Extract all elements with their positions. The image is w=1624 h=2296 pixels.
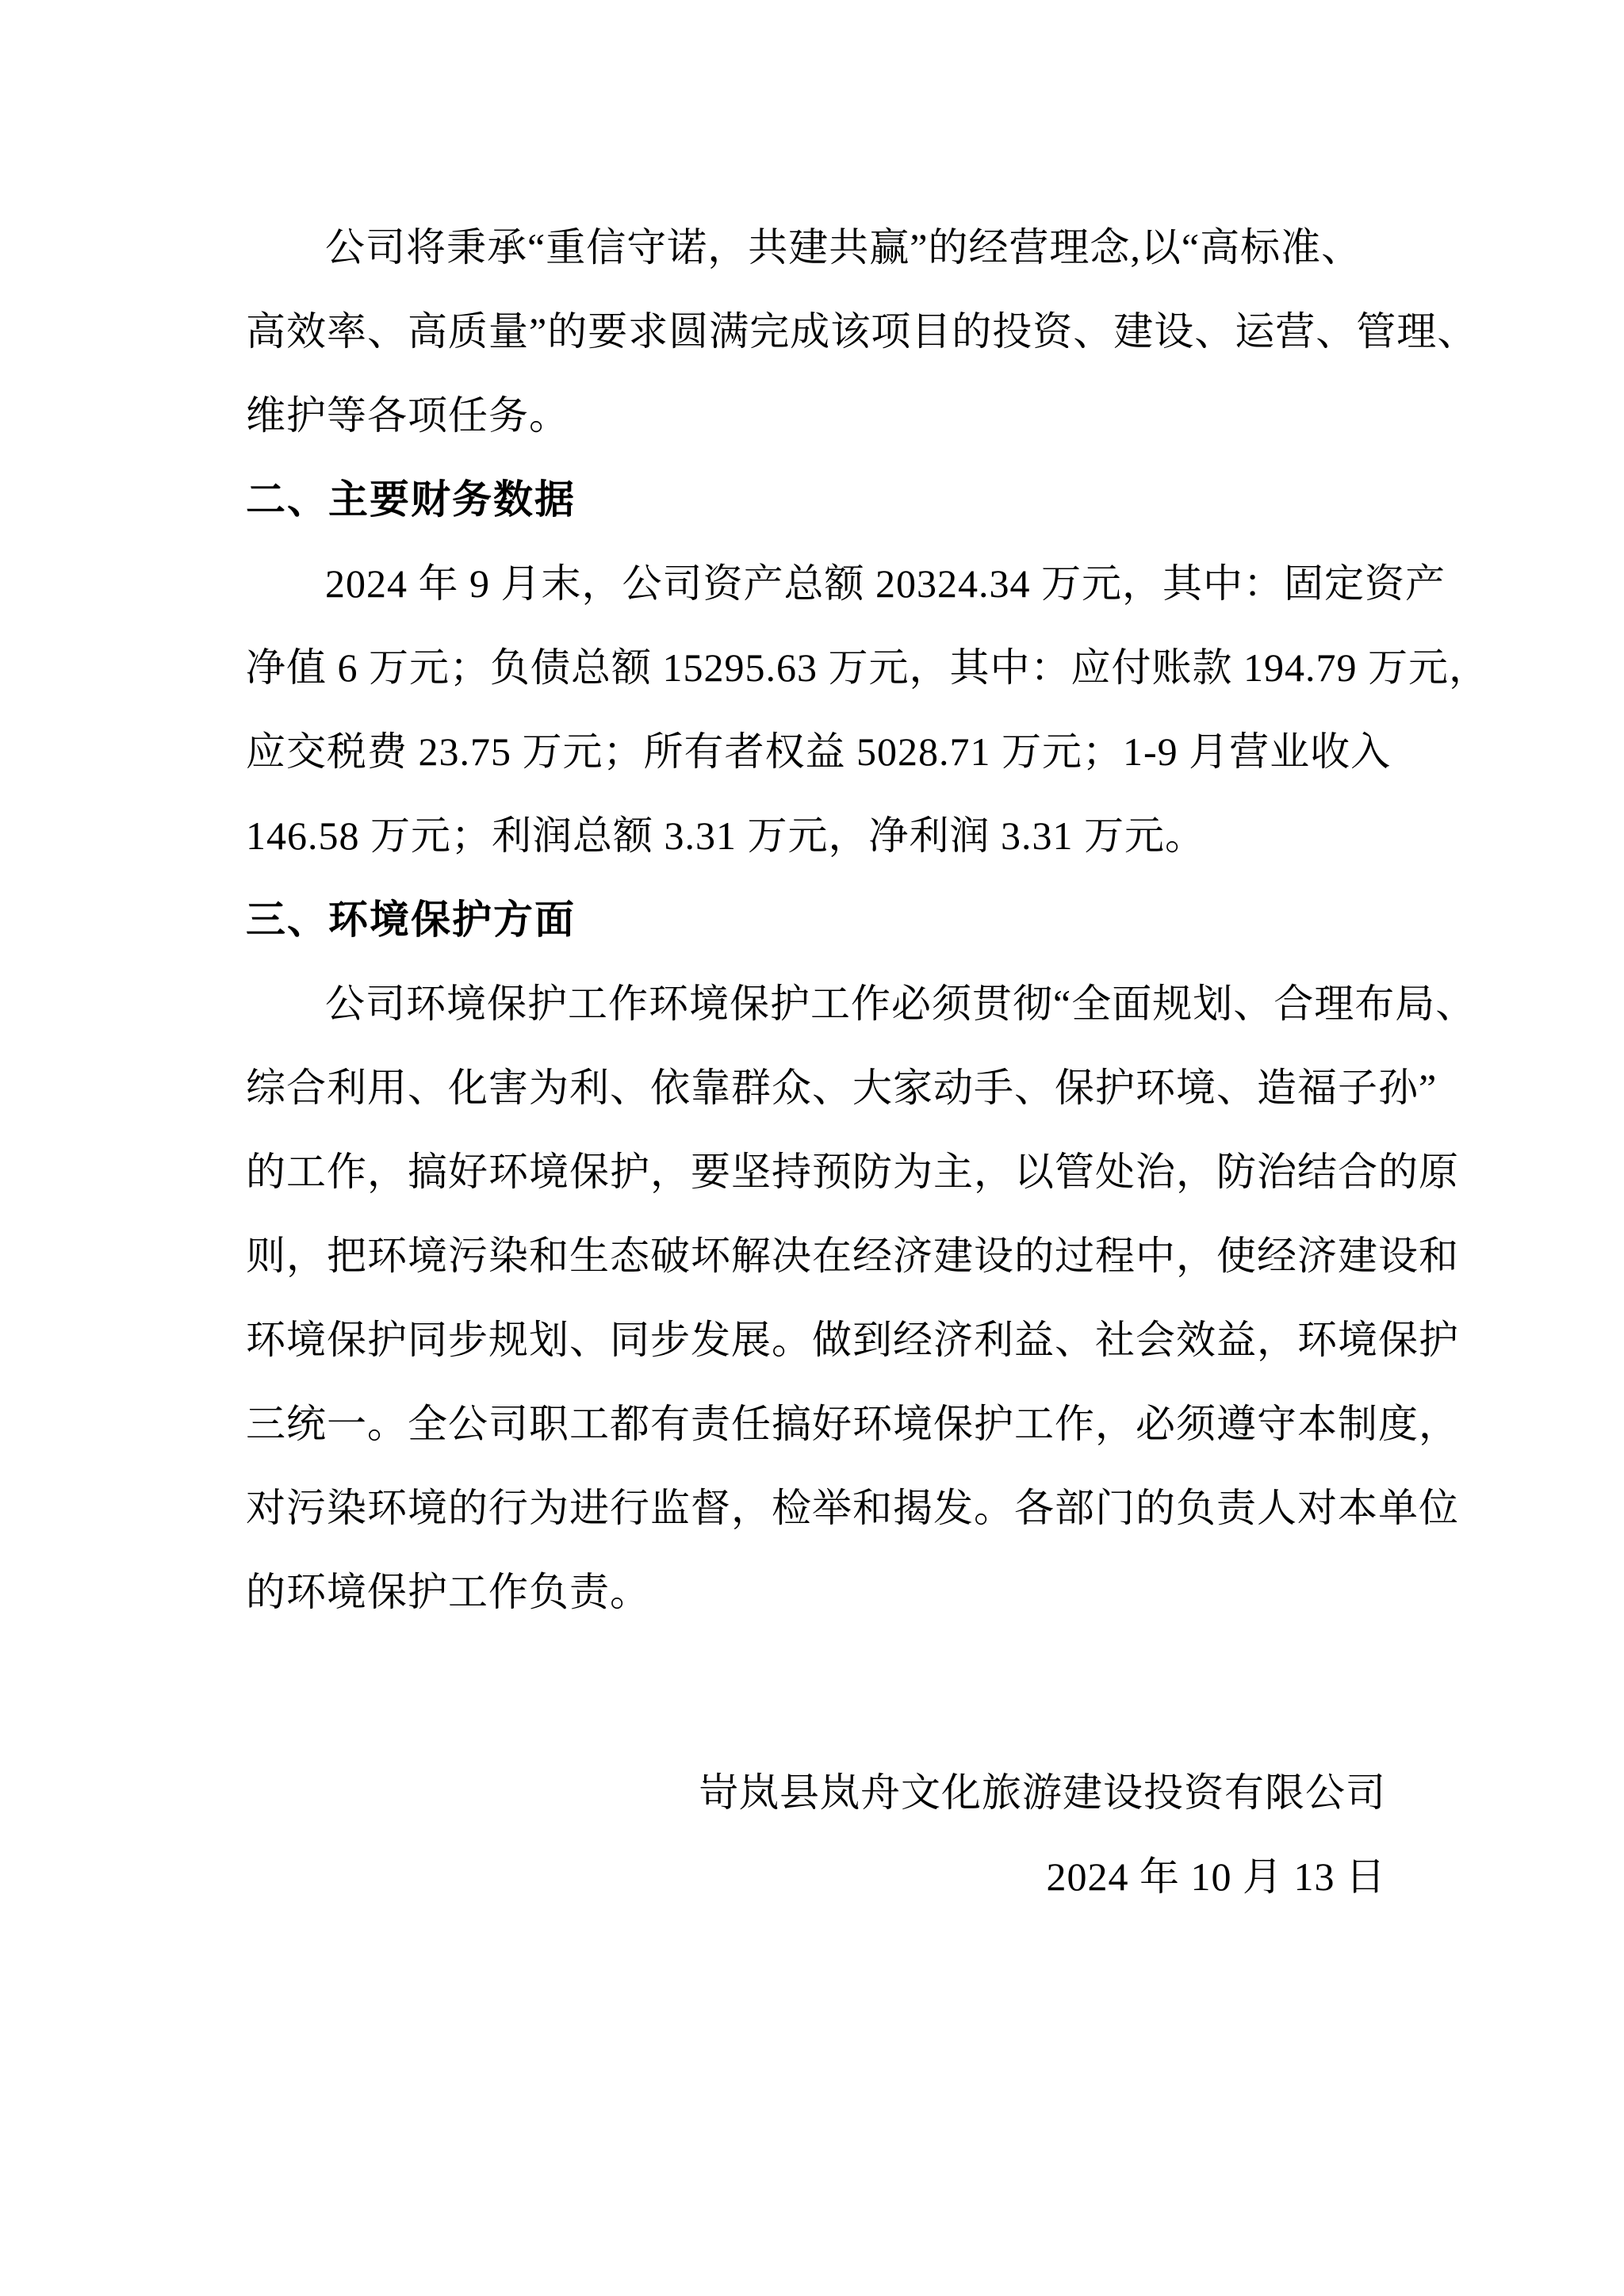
paragraph-line: 的工作，搞好环境保护，要坚持预防为主，以管处治，防治结合的原 xyxy=(246,1150,1459,1194)
paragraph-line: 的环境保护工作负责。 xyxy=(246,1570,650,1614)
paragraph-line: 高效率、高质量”的要求圆满完成该项目的投资、建设、运营、管理、 xyxy=(246,309,1478,354)
paragraph-line: 则，把环境污染和生态破坏解决在经济建设的过程中，使经济建设和 xyxy=(246,1234,1459,1278)
paragraph-line: 净值 6 万元；负债总额 15295.63 万元，其中：应付账款 194.79 万元， xyxy=(246,645,1489,690)
paragraph-line: 公司将秉承“重信守诺，共建共赢”的经营理念,以“高标准、 xyxy=(325,225,1362,270)
paragraph-line: 2024 年 9 月末，公司资产总额 20324.34 万元，其中：固定资产 xyxy=(325,561,1446,606)
paragraph-line: 综合利用、化害为利、依靠群众、大家动手、保护环境、造福子孙” xyxy=(246,1066,1438,1110)
document-body xyxy=(246,205,1489,1634)
signature-block xyxy=(246,1751,1386,1919)
section-heading-finance: 二、主要财务数据 xyxy=(246,477,576,522)
paragraph-line: 146.58 万元；利润总额 3.31 万元，净利润 3.31 万元。 xyxy=(246,813,1205,858)
paragraph-line: 三统一。全公司职工都有责任搞好环境保护工作，必须遵守本制度， xyxy=(246,1402,1459,1446)
paragraph-line: 应交税费 23.75 万元；所有者权益 5028.71 万元；1-9 月营业收入 xyxy=(246,729,1392,774)
paragraph-line: 公司环境保护工作环境保护工作必须贯彻“全面规划、合理布局、 xyxy=(325,982,1477,1026)
paragraph-line: 环境保护同步规划、同步发展。做到经济利益、社会效益，环境保护 xyxy=(246,1318,1459,1362)
signature-date: 2024 年 10 月 13 日 xyxy=(1046,1854,1386,1899)
section-heading-environment: 三、环境保护方面 xyxy=(246,897,576,942)
paragraph-line: 维护等各项任务。 xyxy=(246,393,569,438)
paragraph-line: 对污染环境的行为进行监督，检举和揭发。各部门的负责人对本单位 xyxy=(246,1486,1459,1530)
signature-company: 岢岚县岚舟文化旅游建设投资有限公司 xyxy=(699,1770,1386,1815)
